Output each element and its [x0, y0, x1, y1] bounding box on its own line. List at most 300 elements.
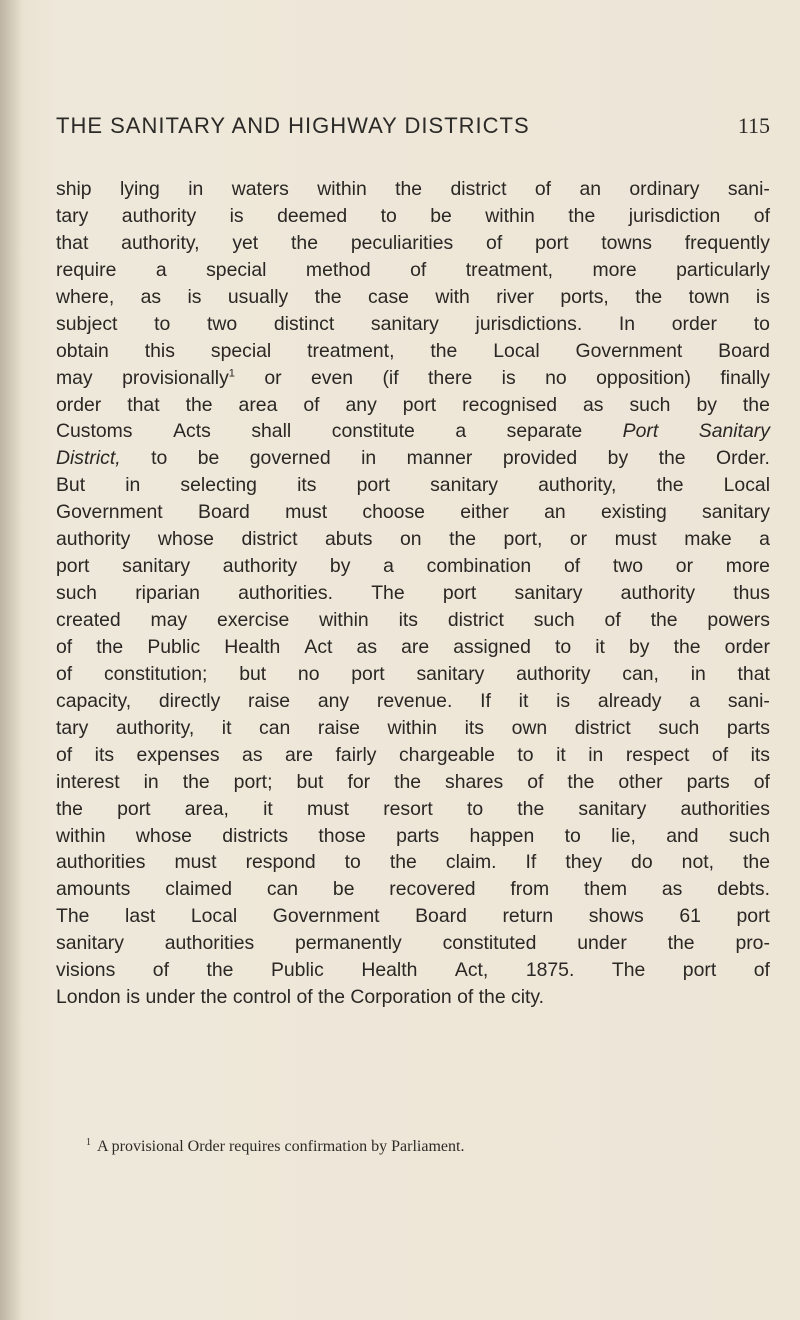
word: ordinary	[629, 178, 700, 200]
word: as	[356, 635, 378, 658]
word: district	[241, 528, 298, 551]
word: even	[310, 366, 354, 389]
word: of	[303, 393, 320, 416]
text-line	[56, 823, 770, 850]
word: be	[430, 204, 452, 227]
word: capacity,	[56, 689, 132, 712]
word: resort	[383, 797, 433, 820]
word: authorities	[680, 797, 770, 820]
text-line	[56, 930, 770, 957]
word: is	[556, 689, 571, 712]
word: other	[618, 770, 663, 793]
word: exercise	[217, 609, 290, 631]
word: ports,	[560, 285, 609, 308]
word: more	[592, 258, 637, 281]
word: whose	[157, 528, 214, 551]
word: sani-	[727, 178, 770, 200]
word: the	[656, 474, 684, 497]
word: The	[371, 582, 405, 605]
word: the	[478, 986, 506, 1009]
word: where,	[56, 285, 115, 308]
word: such	[658, 716, 700, 739]
word: fairly	[335, 743, 377, 766]
word: constitution;	[103, 662, 208, 685]
word: by	[629, 635, 650, 658]
word: can	[266, 878, 299, 901]
word: 61	[679, 905, 701, 928]
word: two	[612, 555, 644, 578]
word: particularly	[676, 258, 770, 281]
word: by	[696, 393, 717, 416]
word: 1875.	[525, 959, 575, 982]
word: port;	[233, 770, 273, 793]
word: provisionally$^1$	[122, 366, 235, 389]
text-line	[56, 796, 770, 823]
word: with	[435, 285, 470, 308]
word: of	[56, 743, 73, 766]
word: under	[577, 932, 627, 955]
word: abuts	[325, 528, 373, 551]
word: authority,	[115, 716, 195, 739]
word: sanitary	[122, 555, 191, 578]
word: ship	[56, 178, 92, 200]
word: Act,	[454, 959, 489, 982]
word: sanitary	[370, 312, 439, 335]
text-line	[56, 715, 770, 742]
word: such	[533, 609, 575, 631]
word: to	[380, 204, 397, 227]
word: sanitary	[578, 797, 647, 820]
word: raise	[317, 716, 360, 739]
word: port	[682, 959, 717, 982]
word: port	[402, 393, 437, 416]
word: the	[96, 635, 124, 658]
word: district	[574, 716, 631, 739]
text-line	[56, 553, 770, 580]
word: within	[56, 824, 106, 847]
text-line	[56, 661, 770, 688]
word: sanitary	[56, 932, 124, 955]
word: a	[155, 258, 167, 281]
word: the	[673, 635, 701, 658]
word: Health	[361, 959, 418, 982]
word: Corporation	[350, 986, 452, 1009]
word: district	[447, 609, 504, 631]
word: the	[517, 797, 545, 820]
word: Sanitary	[698, 420, 770, 443]
word: must	[285, 501, 328, 524]
word: there	[428, 366, 473, 389]
word: choose	[362, 501, 425, 524]
text-line	[56, 580, 770, 607]
word: is	[229, 204, 244, 227]
text-line	[56, 634, 770, 661]
word: parts	[686, 770, 730, 793]
word: Local	[190, 905, 238, 928]
word: Customs	[56, 420, 133, 443]
word: Act	[304, 635, 333, 658]
word: town	[688, 285, 730, 308]
word: parts	[726, 716, 770, 739]
footnote-mark: 1	[86, 1136, 91, 1148]
word: must	[174, 851, 217, 874]
word: recovered	[389, 878, 476, 901]
text-line	[56, 876, 770, 903]
word: in	[588, 743, 604, 766]
word: an	[579, 178, 602, 200]
word: that	[737, 662, 770, 685]
word: districts	[222, 824, 289, 847]
footnote-text: A provisional Order requires confirmation by Parliament.	[97, 1138, 465, 1155]
word: respect	[625, 743, 690, 766]
word: city.	[511, 986, 545, 1009]
word: area	[238, 393, 278, 416]
word: lie,	[611, 824, 636, 847]
word: must	[614, 528, 657, 551]
word: visions	[56, 959, 116, 982]
text-line	[56, 392, 770, 419]
word: the	[56, 797, 83, 820]
word: amounts	[56, 878, 131, 901]
word: a	[455, 420, 467, 443]
binding-gutter-shadow	[0, 0, 22, 1320]
word: the	[567, 770, 595, 793]
word: sanitary	[416, 662, 485, 685]
word: obtain	[56, 339, 109, 362]
word: governed	[249, 447, 331, 470]
word: revenue.	[376, 689, 453, 712]
word: Order.	[716, 447, 770, 470]
word: towns	[601, 231, 652, 254]
word: directly	[158, 689, 221, 712]
word: provided	[502, 447, 578, 470]
word: port	[56, 555, 90, 578]
word: Acts	[173, 420, 211, 443]
word: Government	[56, 501, 163, 524]
word: last	[125, 905, 156, 928]
word: authority	[56, 528, 131, 551]
word: its	[750, 743, 770, 766]
word: opposition)	[596, 366, 691, 389]
text-line	[56, 445, 770, 472]
word: Port	[622, 420, 659, 443]
word: Government	[272, 905, 380, 928]
word: to	[554, 635, 572, 658]
word: riparian	[135, 582, 200, 605]
word: in	[188, 178, 204, 200]
word: special	[210, 339, 272, 362]
text-line	[56, 688, 770, 715]
word: within	[317, 178, 367, 200]
word: area,	[184, 797, 229, 820]
word: order	[671, 312, 718, 335]
text-line	[56, 607, 770, 634]
word: assigned	[453, 635, 531, 658]
word: authorities	[164, 932, 255, 955]
word: it	[556, 743, 566, 766]
page-number: 115	[737, 113, 770, 138]
word: waters	[231, 178, 289, 200]
word: the	[449, 528, 477, 551]
word: return	[502, 905, 554, 928]
word: of	[527, 770, 544, 793]
word: already	[597, 689, 662, 712]
word: as	[661, 878, 683, 901]
word: either	[460, 501, 509, 524]
text-line	[56, 311, 770, 338]
word: Public	[270, 959, 324, 982]
word: of	[753, 770, 770, 793]
word: permanently	[295, 932, 402, 955]
word: of	[604, 609, 621, 631]
word: do	[631, 851, 653, 874]
word: shows	[588, 905, 644, 928]
text-line	[56, 472, 770, 499]
word: and	[666, 824, 699, 847]
word: London	[56, 986, 121, 1009]
word: is	[187, 285, 202, 308]
word: may	[56, 366, 93, 389]
text-line	[56, 499, 770, 526]
word: of	[457, 986, 474, 1009]
word: must	[306, 797, 350, 820]
word: lying	[119, 178, 160, 200]
word: own	[511, 716, 548, 739]
word: the	[389, 851, 417, 874]
word: the	[430, 339, 458, 362]
word: the	[650, 609, 678, 631]
word: they	[565, 851, 603, 874]
word: port	[356, 474, 390, 497]
word: of	[152, 959, 169, 982]
word: distinct	[273, 312, 335, 335]
word: is	[126, 986, 141, 1009]
word: constituted	[442, 932, 537, 955]
word: to	[154, 312, 171, 335]
word: jurisdictions.	[475, 312, 583, 335]
word: make	[684, 528, 732, 551]
word: The	[56, 905, 90, 928]
word: it	[221, 716, 232, 739]
word: port	[117, 797, 151, 820]
word: tary	[56, 204, 89, 227]
word: created	[56, 609, 121, 631]
word: the	[395, 178, 423, 200]
text-line	[56, 418, 770, 445]
word: peculiarities	[350, 231, 454, 254]
word: in	[125, 474, 141, 497]
word: Public	[147, 635, 201, 658]
footnote-reference: 1	[228, 367, 235, 380]
word: port	[351, 662, 385, 685]
word: happen	[469, 824, 535, 847]
word: the	[658, 447, 686, 470]
word: be	[197, 447, 220, 470]
word: within	[387, 716, 438, 739]
word: port	[535, 231, 569, 254]
word: of	[753, 959, 770, 982]
word: case	[367, 285, 409, 308]
word: separate	[506, 420, 583, 443]
text-line	[56, 230, 770, 257]
word: port,	[503, 528, 543, 551]
word: control	[232, 986, 292, 1009]
word: The	[611, 959, 646, 982]
running-head	[56, 113, 770, 149]
word: sanitary	[702, 501, 770, 524]
word: of	[56, 662, 73, 685]
word: such	[728, 824, 770, 847]
word: existing	[600, 501, 667, 524]
word: a	[383, 555, 394, 578]
word: Local	[493, 339, 540, 362]
word: raise	[248, 689, 291, 712]
word: claim.	[445, 851, 497, 874]
word: to	[753, 312, 770, 335]
word: such	[629, 393, 671, 416]
word: authority	[620, 582, 696, 605]
word: by	[329, 555, 351, 578]
word: special	[206, 258, 267, 281]
word: sanitary	[514, 582, 583, 605]
word: the	[743, 851, 770, 874]
word: port	[736, 905, 770, 928]
word: its	[297, 474, 317, 497]
footnote	[86, 1136, 770, 1158]
word: are	[285, 743, 314, 766]
word: authorities.	[238, 582, 333, 605]
word: authorities	[56, 851, 146, 874]
word: of	[534, 178, 552, 200]
word: of	[563, 555, 581, 578]
word: river	[496, 285, 534, 308]
word: the	[200, 986, 228, 1009]
word: Local	[723, 474, 770, 497]
word: its	[464, 716, 485, 739]
word: order	[724, 635, 770, 658]
word: treatment,	[465, 258, 554, 281]
word: selecting	[180, 474, 257, 497]
word: to	[151, 447, 168, 470]
word: combination	[426, 555, 532, 578]
word: deemed	[277, 204, 348, 227]
word: chargeable	[398, 743, 495, 766]
body-paragraph	[56, 176, 770, 1011]
word: the	[206, 959, 234, 982]
word: treatment,	[307, 339, 395, 362]
word: method	[305, 258, 371, 281]
word: to	[344, 851, 361, 874]
word: jurisdiction	[628, 204, 721, 227]
word: of	[486, 231, 503, 254]
word: district	[450, 178, 507, 200]
word: Board	[415, 905, 467, 928]
word: or	[569, 528, 588, 551]
word: frequently	[684, 231, 770, 254]
word: but	[239, 662, 267, 685]
word: the	[667, 932, 695, 955]
word: a	[689, 689, 701, 712]
word: within	[485, 204, 535, 227]
word: subject	[56, 312, 118, 335]
word: more	[725, 555, 770, 578]
word: require	[56, 258, 117, 281]
word: If	[525, 851, 537, 874]
text-line	[56, 526, 770, 553]
word: by	[607, 447, 629, 470]
word: can,	[622, 662, 659, 685]
word: finally	[720, 366, 770, 389]
word: But	[56, 474, 86, 497]
word: that	[127, 393, 160, 416]
word: may	[150, 609, 188, 631]
word: authority,	[121, 231, 200, 254]
word: respond	[245, 851, 316, 874]
word: the	[182, 770, 210, 793]
word: any	[317, 689, 350, 712]
word: shall	[251, 420, 292, 443]
text-line	[56, 769, 770, 796]
word: the	[185, 393, 213, 416]
word: as	[583, 393, 604, 416]
word: be	[332, 878, 355, 901]
word: tary	[56, 716, 89, 739]
word: Board	[198, 501, 250, 524]
word: port	[442, 582, 477, 605]
word: Health	[224, 635, 281, 658]
text-line	[56, 203, 770, 230]
word: no	[545, 366, 567, 389]
word: (if	[382, 366, 399, 389]
word: under	[145, 986, 196, 1009]
word: this	[144, 339, 175, 362]
word: thus	[733, 582, 770, 605]
word: to	[564, 824, 581, 847]
word: the	[568, 204, 596, 227]
word: order	[56, 393, 102, 416]
word: a	[759, 528, 770, 551]
word: usually	[227, 285, 289, 308]
text-line	[56, 338, 770, 365]
word: within	[319, 609, 369, 631]
word: in	[690, 662, 706, 685]
text-line	[56, 903, 770, 930]
word: sanitary	[430, 474, 499, 497]
word: two	[207, 312, 238, 335]
word: District,	[56, 447, 121, 470]
word: its	[94, 743, 115, 766]
word: it	[263, 797, 273, 820]
word: recognised	[462, 393, 558, 416]
text-line	[56, 849, 770, 876]
word: manner	[406, 447, 473, 470]
word: that	[56, 231, 89, 254]
word: no	[297, 662, 320, 685]
word: If	[480, 689, 491, 712]
word: the	[291, 231, 318, 254]
word: its	[398, 609, 418, 631]
word: are	[401, 635, 430, 658]
word: is	[755, 285, 770, 308]
word: whose	[135, 824, 192, 847]
word: sani-	[727, 689, 770, 712]
word: those	[318, 824, 366, 847]
running-head-title: THE SANITARY AND HIGHWAY DISTRICTS	[56, 113, 530, 138]
word: it	[518, 689, 529, 712]
word: to	[517, 743, 534, 766]
word: pro-	[735, 932, 770, 955]
word: it	[595, 635, 605, 658]
